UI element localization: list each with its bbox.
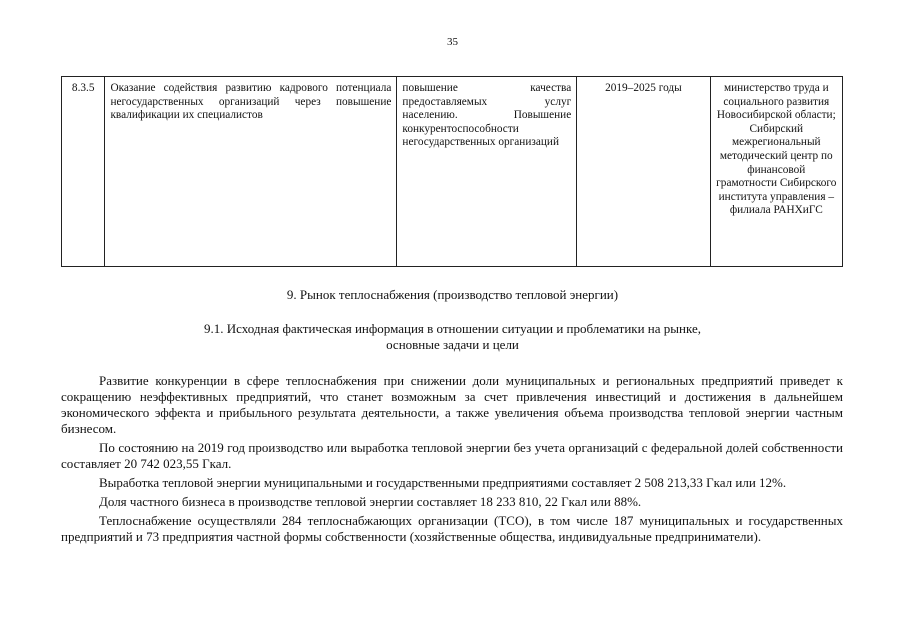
paragraph: Доля частного бизнеса в производстве тепловой энергии составляет 18 233 810, 22 Гкал или 88%. — [99, 494, 642, 509]
row-number-cell: 8.3.5 — [62, 77, 105, 267]
row-executor-cell: министерство труда и социального развития Новосибирской области; Сибирский межрегиональный методический центр по финансовой грамотности Сибирского института управления – филиала РАНХиГС — [710, 77, 842, 267]
row-result-cell: повышение качества предоставляемых услуг населению. Повышение конкурентоспособности негосударственных организаций — [397, 77, 577, 267]
subsection-title-line-2: основные задачи и цели — [386, 337, 519, 352]
paragraph: По состоянию на 2019 год производство или выработка тепловой энергии без учета организаций с федеральной долей собственности составляет 20 742 023,55 Гкал. — [61, 440, 843, 471]
subsection-title — [0, 321, 905, 353]
row-action-cell: Оказание содействия развитию кадрового потенциала негосударственных организаций через повышение квалификации их специалистов — [105, 77, 397, 267]
measures-table — [61, 76, 843, 267]
paragraph: Развитие конкуренции в сфере теплоснабжения при снижении доли муниципальных и региональных предприятий приведет к сокращению неэффективных предприятий, что станет возможным за счет привлечения инвестиций и достижения в дальнейшем экономического эффекта и прибыльного результата деятельности, а также увеличения объема производства тепловой энергии частным бизнесом. — [61, 373, 843, 436]
paragraph: Выработка тепловой энергии муниципальными и государственными предприятиями составляет 2 508 213,33 Гкал или 12%. — [99, 475, 787, 490]
section-title: 9. Рынок теплоснабжения (производство тепловой энергии) — [286, 287, 619, 302]
paragraph: Теплоснабжение осуществляли 284 теплоснабжающих организации (ТСО), в том числе 187 муниципальных и государственных предприятий и 73 предприятия частной формы собственности (хозяйственные общества, индивидуальные предприниматели). — [61, 513, 843, 544]
row-period-cell: 2019–2025 годы — [577, 77, 710, 267]
body-text — [61, 373, 843, 548]
subsection-title-line-1: 9.1. Исходная фактическая информация в отношении ситуации и проблематики на рынке, — [204, 321, 701, 336]
table-row — [62, 77, 843, 267]
page-number: 35 — [447, 36, 458, 48]
